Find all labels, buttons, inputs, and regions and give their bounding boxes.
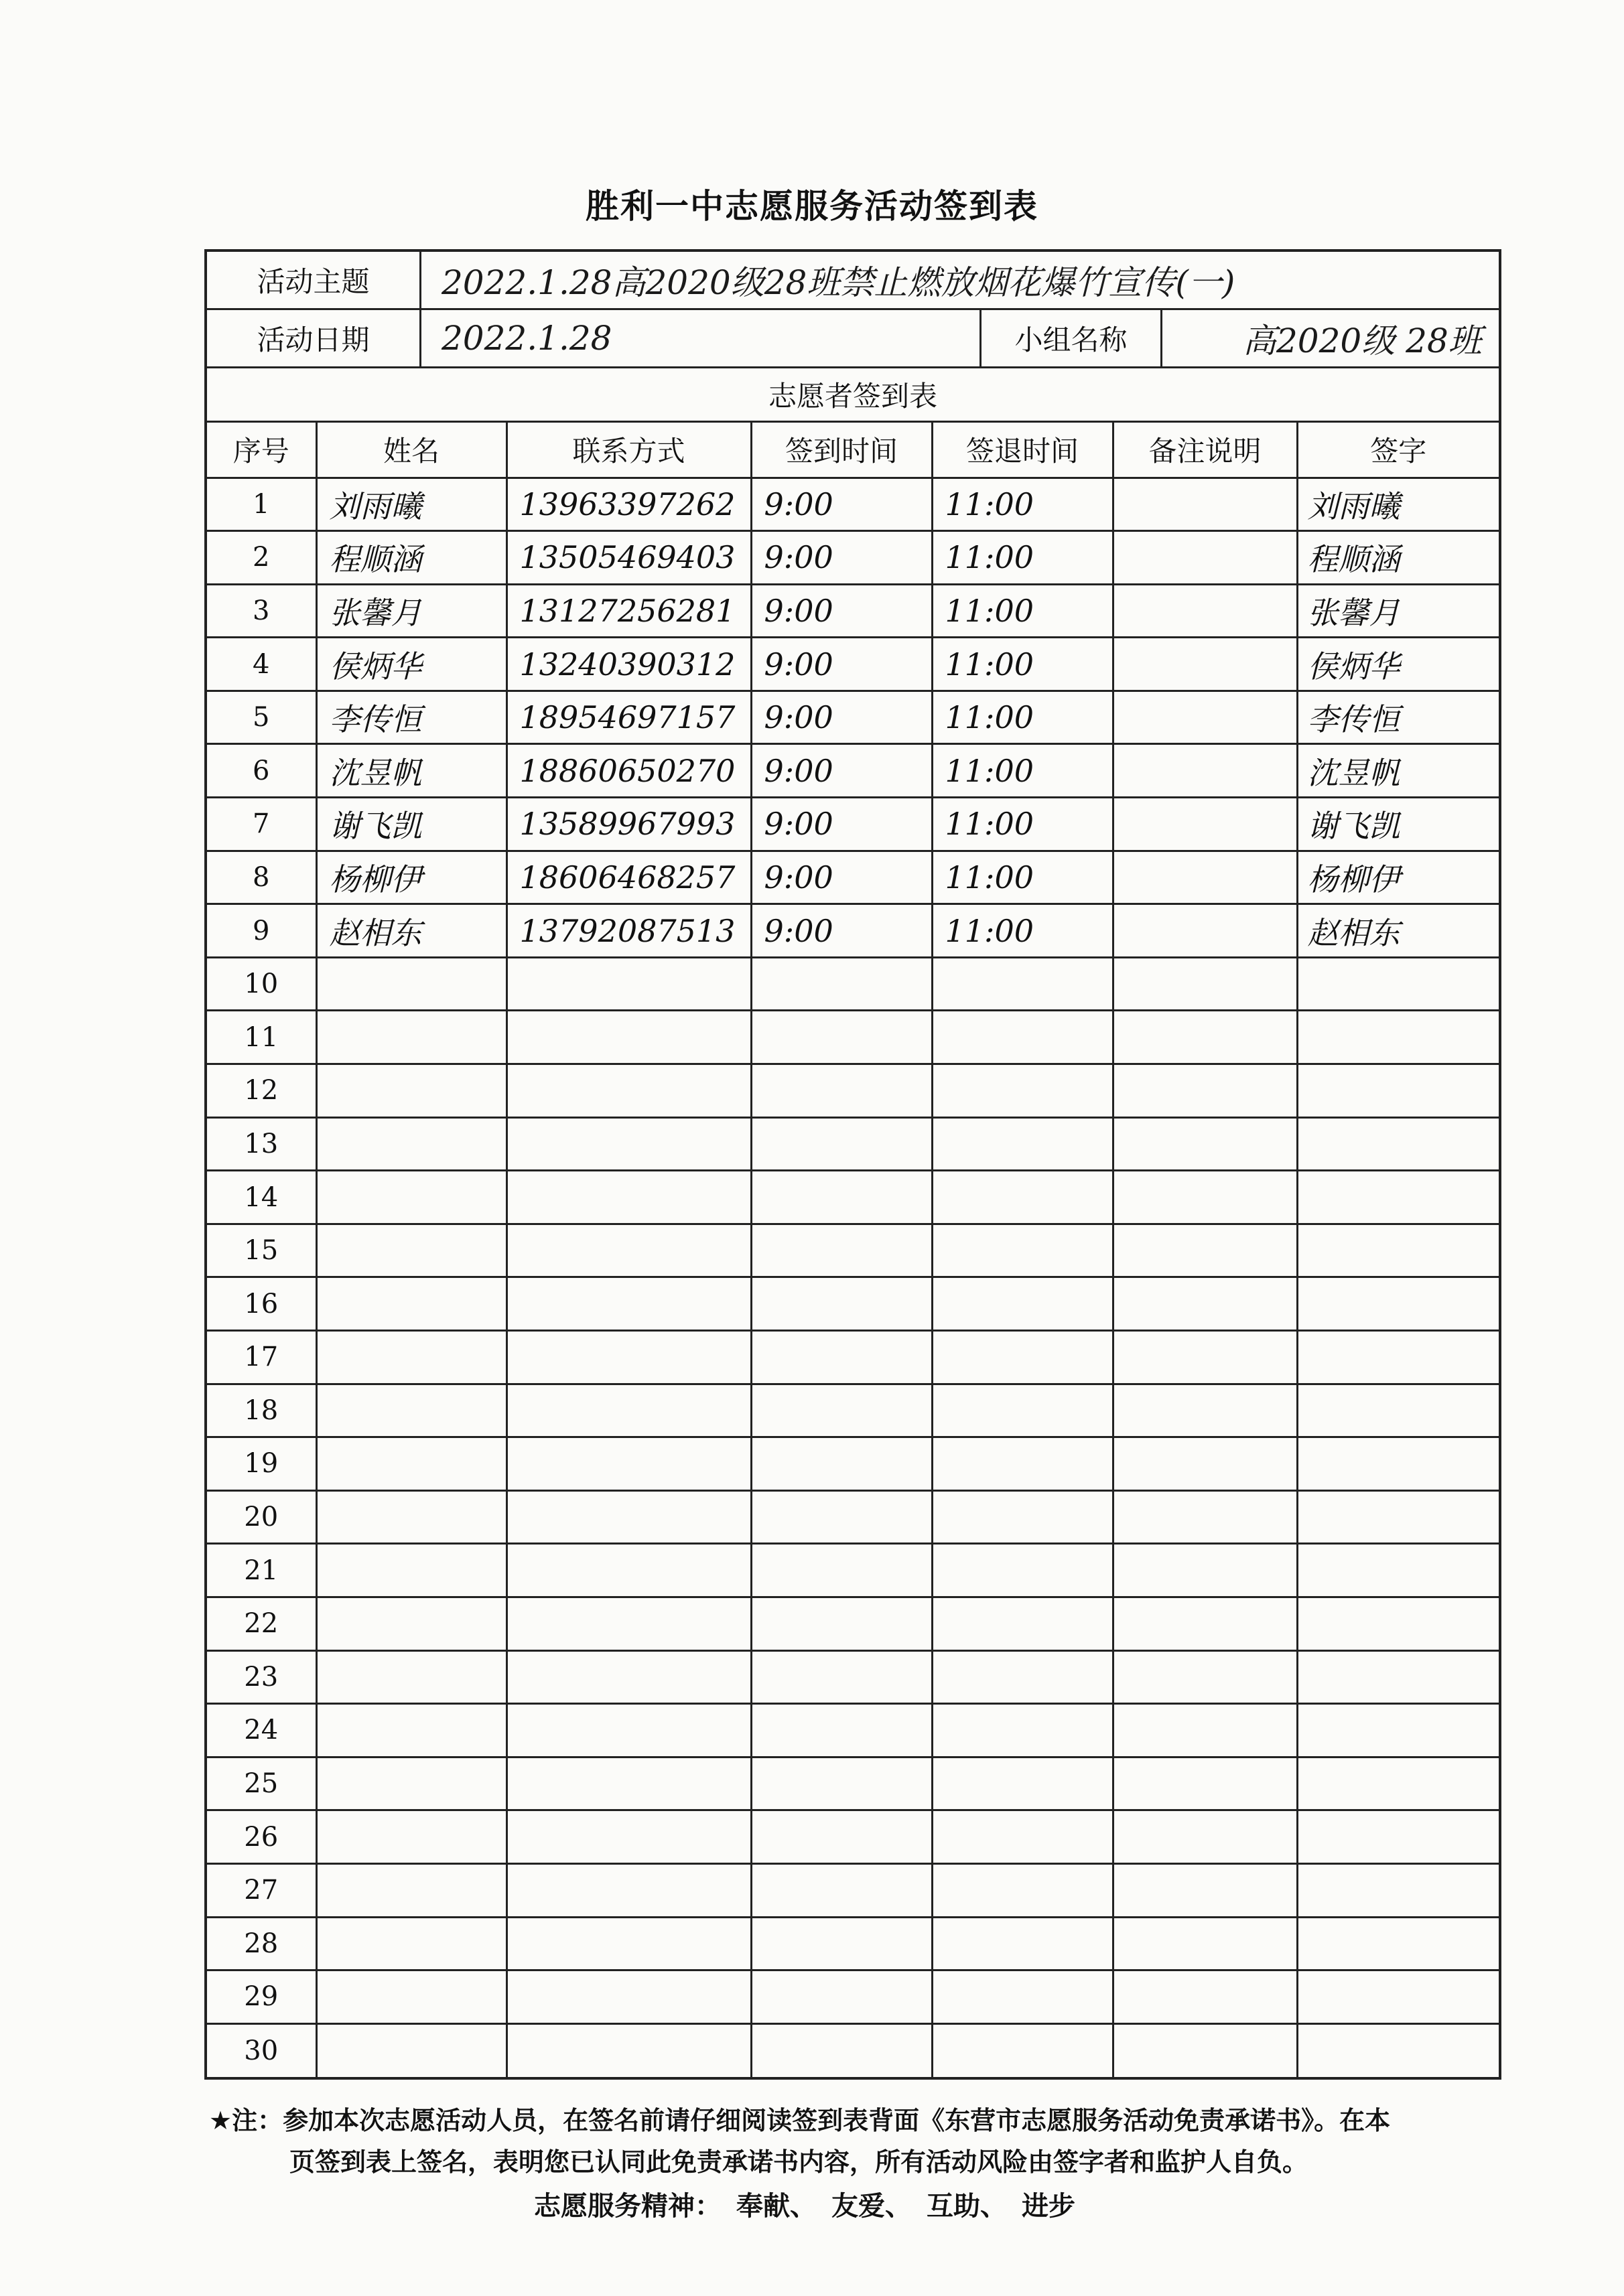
table-row — [207, 1277, 1499, 1331]
checkout-cell — [932, 1011, 1113, 1064]
checkin-cell — [751, 957, 932, 1011]
phone-cell — [506, 1277, 751, 1331]
group-label: 小组名称 — [982, 310, 1162, 366]
row-index: 18 — [207, 1384, 316, 1437]
signature-cell: 杨柳伊 — [1297, 851, 1499, 904]
name-cell: 赵相东 — [316, 904, 506, 958]
phone-cell — [506, 1437, 751, 1491]
signature-cell — [1297, 1810, 1499, 1864]
name-cell — [316, 1597, 506, 1650]
table-row — [207, 1650, 1499, 1704]
checkout-cell — [932, 1757, 1113, 1810]
checkin-cell — [751, 1597, 932, 1650]
row-index: 19 — [207, 1437, 316, 1491]
spirit-value: 互助、 — [927, 2191, 1007, 2222]
col-header-name: 姓名 — [316, 423, 506, 478]
checkin-cell: 9:00 — [751, 744, 932, 798]
name-cell — [316, 1704, 506, 1757]
row-index: 15 — [207, 1224, 316, 1277]
col-header-index: 序号 — [207, 423, 316, 478]
checkout-cell — [932, 1437, 1113, 1491]
spirit-value: 奉献、 — [736, 2191, 817, 2222]
signature-cell — [1297, 1011, 1499, 1064]
date-value: 2022.1.28 — [421, 310, 982, 366]
section-title: 志愿者签到表 — [207, 368, 1499, 423]
table-row — [207, 478, 1499, 531]
name-cell: 沈昱帆 — [316, 744, 506, 798]
remarks-cell — [1113, 1117, 1297, 1171]
phone-cell — [506, 1384, 751, 1437]
row-index: 14 — [207, 1171, 316, 1224]
checkout-cell — [932, 1277, 1113, 1331]
checkout-cell: 11:00 — [932, 584, 1113, 638]
checkin-cell: 9:00 — [751, 584, 932, 638]
row-index: 4 — [207, 638, 316, 691]
col-header-remarks: 备注说明 — [1113, 423, 1297, 478]
checkout-cell — [932, 1544, 1113, 1597]
phone-cell: 18606468257 — [506, 851, 751, 904]
signature-cell — [1297, 1704, 1499, 1757]
checkin-cell: 9:00 — [751, 691, 932, 744]
row-index: 29 — [207, 1970, 316, 2024]
phone-cell — [506, 1970, 751, 2024]
table-row — [207, 798, 1499, 851]
remarks-cell — [1113, 1810, 1297, 1864]
date-row — [207, 310, 1499, 368]
row-index: 8 — [207, 851, 316, 904]
remarks-cell — [1113, 691, 1297, 744]
remarks-cell — [1113, 1011, 1297, 1064]
signature-cell — [1297, 1171, 1499, 1224]
name-cell — [316, 957, 506, 1011]
phone-cell — [506, 1331, 751, 1384]
phone-cell — [506, 1650, 751, 1704]
checkin-cell — [751, 1064, 932, 1118]
checkout-cell — [932, 957, 1113, 1011]
checkin-cell — [751, 1437, 932, 1491]
table-row — [207, 1490, 1499, 1544]
phone-cell: 18860650270 — [506, 744, 751, 798]
row-index: 3 — [207, 584, 316, 638]
topic-row — [207, 252, 1499, 310]
remarks-cell — [1113, 1917, 1297, 1970]
phone-cell — [506, 1064, 751, 1118]
row-index: 2 — [207, 531, 316, 585]
checkout-cell — [932, 1704, 1113, 1757]
checkin-cell — [751, 1171, 932, 1224]
form-title: 胜利一中志愿服务活动签到表 — [586, 187, 1038, 226]
spirit-value: 友爱、 — [831, 2191, 912, 2222]
checkout-cell — [932, 1171, 1113, 1224]
spirit-label: 志愿服务精神： — [534, 2191, 722, 2222]
topic-value: 2022.1.28高2020级28班禁止燃放烟花爆竹宣传(一) — [442, 263, 1235, 302]
phone-cell — [506, 1171, 751, 1224]
checkin-cell: 9:00 — [751, 798, 932, 851]
table-row — [207, 1757, 1499, 1810]
checkin-cell — [751, 1810, 932, 1864]
row-index: 9 — [207, 904, 316, 958]
remarks-cell — [1113, 904, 1297, 958]
phone-cell — [506, 1224, 751, 1277]
name-cell — [316, 1544, 506, 1597]
remarks-cell — [1113, 744, 1297, 798]
checkin-cell — [751, 1331, 932, 1384]
phone-cell: 18954697157 — [506, 691, 751, 744]
checkout-cell — [932, 1810, 1113, 1864]
signature-cell — [1297, 1863, 1499, 1917]
checkout-cell: 11:00 — [932, 531, 1113, 585]
table-row — [207, 1970, 1499, 2024]
signature-cell — [1297, 1384, 1499, 1437]
signature-cell — [1297, 1650, 1499, 1704]
checkin-cell — [751, 1544, 932, 1597]
checkout-cell — [932, 1331, 1113, 1384]
remarks-cell — [1113, 1650, 1297, 1704]
signature-cell: 赵相东 — [1297, 904, 1499, 958]
name-cell — [316, 1011, 506, 1064]
row-index: 5 — [207, 691, 316, 744]
checkout-cell: 11:00 — [932, 798, 1113, 851]
table-row — [207, 1704, 1499, 1757]
phone-cell — [506, 1117, 751, 1171]
checkout-cell — [932, 1064, 1113, 1118]
remarks-cell — [1113, 2023, 1297, 2077]
remarks-cell — [1113, 1064, 1297, 1118]
signature-cell — [1297, 1064, 1499, 1118]
checkout-cell: 11:00 — [932, 478, 1113, 531]
remarks-cell — [1113, 478, 1297, 531]
checkout-cell — [932, 1970, 1113, 2024]
row-index: 21 — [207, 1544, 316, 1597]
phone-cell — [506, 1863, 751, 1917]
remarks-cell — [1113, 957, 1297, 1011]
remarks-cell — [1113, 1171, 1297, 1224]
group-value: 高2020级 28班 — [1243, 321, 1482, 360]
col-header-phone: 联系方式 — [506, 423, 751, 478]
phone-cell — [506, 1917, 751, 1970]
name-cell — [316, 1437, 506, 1491]
checkin-cell — [751, 2023, 932, 2077]
table-row — [207, 691, 1499, 744]
table-row — [207, 1917, 1499, 1970]
checkout-cell — [932, 1490, 1113, 1544]
checkout-cell — [932, 1224, 1113, 1277]
phone-cell — [506, 1011, 751, 1064]
checkout-cell: 11:00 — [932, 638, 1113, 691]
footer-note — [209, 2100, 1502, 2183]
phone-cell — [506, 1757, 751, 1810]
signature-cell — [1297, 957, 1499, 1011]
volunteer-table — [207, 423, 1499, 2077]
table-row — [207, 1437, 1499, 1491]
remarks-cell — [1113, 531, 1297, 585]
checkin-cell — [751, 1224, 932, 1277]
checkout-cell — [932, 2023, 1113, 2077]
row-index: 10 — [207, 957, 316, 1011]
signature-cell — [1297, 1224, 1499, 1277]
checkout-cell — [932, 1597, 1113, 1650]
remarks-cell — [1113, 1597, 1297, 1650]
signature-cell — [1297, 1331, 1499, 1384]
name-cell — [316, 1863, 506, 1917]
sign-in-sheet — [204, 249, 1501, 2080]
phone-cell: 13505469403 — [506, 531, 751, 585]
row-index: 23 — [207, 1650, 316, 1704]
checkout-cell — [932, 1917, 1113, 1970]
signature-cell — [1297, 1917, 1499, 1970]
table-row — [207, 957, 1499, 1011]
name-cell — [316, 2023, 506, 2077]
checkout-cell: 11:00 — [932, 904, 1113, 958]
table-row — [207, 531, 1499, 585]
table-row — [207, 584, 1499, 638]
name-cell — [316, 1917, 506, 1970]
checkout-cell — [932, 1384, 1113, 1437]
remarks-cell — [1113, 1437, 1297, 1491]
table-row — [207, 1810, 1499, 1864]
name-cell — [316, 1970, 506, 2024]
checkin-cell — [751, 1490, 932, 1544]
name-cell — [316, 1331, 506, 1384]
signature-cell: 侯炳华 — [1297, 638, 1499, 691]
row-index: 20 — [207, 1490, 316, 1544]
checkin-cell: 9:00 — [751, 478, 932, 531]
name-cell: 侯炳华 — [316, 638, 506, 691]
remarks-cell — [1113, 798, 1297, 851]
checkin-cell — [751, 1384, 932, 1437]
note-line-1: ★注：参加本次志愿活动人员，在签名前请仔细阅读签到表背面《东营市志愿服务活动免责承诺书》。在本 — [209, 2106, 1391, 2135]
signature-cell: 沈昱帆 — [1297, 744, 1499, 798]
table-row — [207, 1224, 1499, 1277]
name-cell — [316, 1277, 506, 1331]
phone-cell: 13127256281 — [506, 584, 751, 638]
checkin-cell — [751, 1011, 932, 1064]
row-index: 12 — [207, 1064, 316, 1118]
signature-cell — [1297, 1277, 1499, 1331]
table-row — [207, 638, 1499, 691]
checkin-cell: 9:00 — [751, 904, 932, 958]
table-row — [207, 904, 1499, 958]
row-index: 26 — [207, 1810, 316, 1864]
remarks-cell — [1113, 1704, 1297, 1757]
phone-cell — [506, 1810, 751, 1864]
checkout-cell: 11:00 — [932, 744, 1113, 798]
checkin-cell — [751, 1917, 932, 1970]
signature-cell — [1297, 1597, 1499, 1650]
table-row — [207, 1331, 1499, 1384]
row-index: 24 — [207, 1704, 316, 1757]
signature-cell — [1297, 1970, 1499, 2024]
phone-cell: 13792087513 — [506, 904, 751, 958]
remarks-cell — [1113, 584, 1297, 638]
checkout-cell: 11:00 — [932, 691, 1113, 744]
phone-cell: 13963397262 — [506, 478, 751, 531]
name-cell — [316, 1490, 506, 1544]
table-header-row — [207, 423, 1499, 478]
name-cell — [316, 1064, 506, 1118]
remarks-cell — [1113, 851, 1297, 904]
table-row — [207, 1117, 1499, 1171]
date-label: 活动日期 — [207, 310, 421, 366]
name-cell — [316, 1650, 506, 1704]
remarks-cell — [1113, 1331, 1297, 1384]
remarks-cell — [1113, 1757, 1297, 1810]
name-cell: 张馨月 — [316, 584, 506, 638]
row-index: 7 — [207, 798, 316, 851]
name-cell: 谢飞凯 — [316, 798, 506, 851]
phone-cell — [506, 2023, 751, 2077]
checkin-cell: 9:00 — [751, 638, 932, 691]
signature-cell: 李传恒 — [1297, 691, 1499, 744]
checkin-cell: 9:00 — [751, 531, 932, 585]
remarks-cell — [1113, 1490, 1297, 1544]
signature-cell — [1297, 1117, 1499, 1171]
table-row — [207, 1384, 1499, 1437]
table-row — [207, 851, 1499, 904]
phone-cell — [506, 957, 751, 1011]
row-index: 17 — [207, 1331, 316, 1384]
phone-cell: 13589967993 — [506, 798, 751, 851]
name-cell — [316, 1810, 506, 1864]
table-row — [207, 1544, 1499, 1597]
phone-cell: 13240390312 — [506, 638, 751, 691]
signature-cell — [1297, 1544, 1499, 1597]
volunteer-spirit — [0, 2185, 1624, 2223]
name-cell: 程顺涵 — [316, 531, 506, 585]
spirit-value: 进步 — [1022, 2191, 1075, 2222]
remarks-cell — [1113, 1224, 1297, 1277]
phone-cell — [506, 1544, 751, 1597]
checkout-cell — [932, 1650, 1113, 1704]
checkin-cell — [751, 1650, 932, 1704]
row-index: 27 — [207, 1863, 316, 1917]
remarks-cell — [1113, 1544, 1297, 1597]
phone-cell — [506, 1597, 751, 1650]
name-cell: 李传恒 — [316, 691, 506, 744]
remarks-cell — [1113, 638, 1297, 691]
signature-cell — [1297, 1490, 1499, 1544]
row-index: 1 — [207, 478, 316, 531]
checkout-cell: 11:00 — [932, 851, 1113, 904]
remarks-cell — [1113, 1863, 1297, 1917]
name-cell — [316, 1171, 506, 1224]
col-header-checkin: 签到时间 — [751, 423, 932, 478]
checkout-cell — [932, 1863, 1113, 1917]
col-header-checkout: 签退时间 — [932, 423, 1113, 478]
table-row — [207, 744, 1499, 798]
signature-cell: 张馨月 — [1297, 584, 1499, 638]
phone-cell — [506, 1490, 751, 1544]
checkin-cell — [751, 1704, 932, 1757]
note-line-2: 页签到表上签名，表明您已认同此免责承诺书内容，所有活动风险由签字者和监护人自负。 — [289, 2147, 1308, 2177]
row-index: 30 — [207, 2023, 316, 2077]
table-row — [207, 2023, 1499, 2077]
table-row — [207, 1064, 1499, 1118]
name-cell — [316, 1757, 506, 1810]
name-cell: 刘雨曦 — [316, 478, 506, 531]
signature-cell — [1297, 1437, 1499, 1491]
row-index: 22 — [207, 1597, 316, 1650]
name-cell — [316, 1224, 506, 1277]
checkin-cell: 9:00 — [751, 851, 932, 904]
remarks-cell — [1113, 1277, 1297, 1331]
remarks-cell — [1113, 1384, 1297, 1437]
row-index: 11 — [207, 1011, 316, 1064]
col-header-signature: 签字 — [1297, 423, 1499, 478]
remarks-cell — [1113, 1970, 1297, 2024]
row-index: 13 — [207, 1117, 316, 1171]
row-index: 28 — [207, 1917, 316, 1970]
checkin-cell — [751, 1970, 932, 2024]
phone-cell — [506, 1704, 751, 1757]
row-index: 6 — [207, 744, 316, 798]
checkout-cell — [932, 1117, 1113, 1171]
table-row — [207, 1863, 1499, 1917]
signature-cell: 程顺涵 — [1297, 531, 1499, 585]
signature-cell — [1297, 2023, 1499, 2077]
checkin-cell — [751, 1277, 932, 1331]
table-row — [207, 1171, 1499, 1224]
topic-label: 活动主题 — [207, 252, 421, 308]
name-cell — [316, 1384, 506, 1437]
row-index: 25 — [207, 1757, 316, 1810]
checkin-cell — [751, 1117, 932, 1171]
checkin-cell — [751, 1863, 932, 1917]
signature-cell — [1297, 1757, 1499, 1810]
table-row — [207, 1011, 1499, 1064]
table-row — [207, 1597, 1499, 1650]
name-cell: 杨柳伊 — [316, 851, 506, 904]
row-index: 16 — [207, 1277, 316, 1331]
checkin-cell — [751, 1757, 932, 1810]
name-cell — [316, 1117, 506, 1171]
signature-cell: 谢飞凯 — [1297, 798, 1499, 851]
signature-cell: 刘雨曦 — [1297, 478, 1499, 531]
